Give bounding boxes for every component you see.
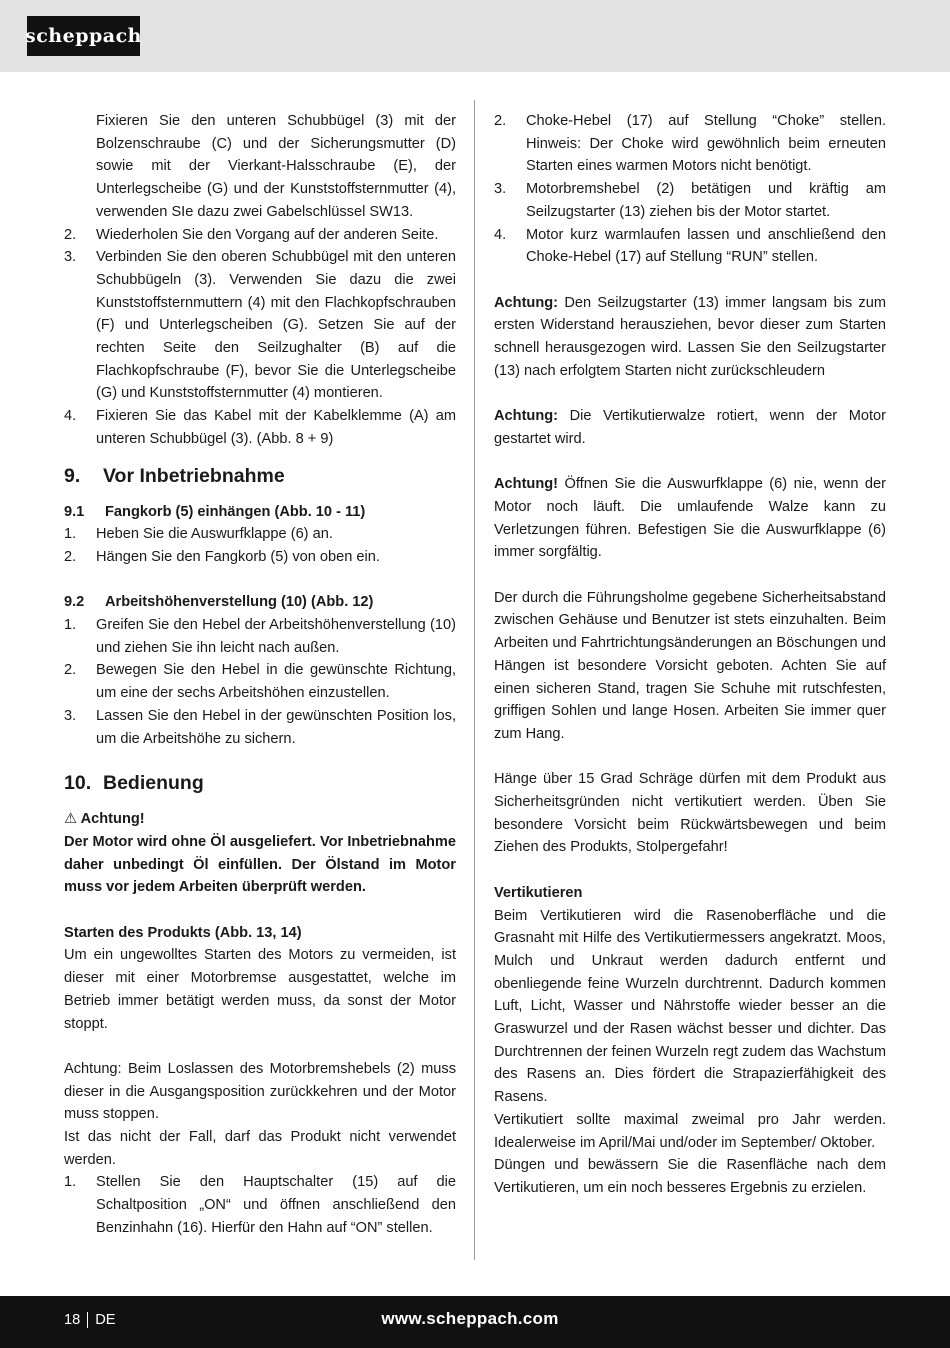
list-item: 2. Choke-Hebel (17) auf Stellung “Choke” stellen. Hinweis: Der Choke wird gewöhnlich beim erneuten Starten eines warmen Motors nicht benötigt. [494, 113, 886, 175]
brand-logo: scheppach [27, 16, 140, 56]
start-paragraph: Um ein ungewolltes Starten des Motors zu vermeiden, ist dieser mit einer Motorbremse ausgestattet, welche im Betrieb immer betätigt werden muss, da sonst der Motor stoppt. [64, 947, 456, 1032]
page-footer [0, 1296, 950, 1348]
vert-paragraph: Düngen und bewässern Sie die Rasenfläche nach dem Vertikutieren, um ein noch besseres Ergebnis zu erzielen. [494, 1157, 886, 1196]
vert-paragraph: Vertikutiert sollte maximal zweimal pro Jahr werden. Idealerweise im April/Mai und/oder im September/ Oktober. [494, 1111, 886, 1151]
list-item: 1. Stellen Sie den Hauptschalter (15) auf die Schaltposition „ON“ und öffnen anschließend den Benzinhahn (16). Hierfür den Hahn auf “ON” stellen. [64, 1174, 456, 1236]
warning-icon: ⚠ [64, 811, 78, 828]
vert-paragraph: Beim Vertikutieren wird die Rasenoberfläche und die Grasnaht mit Hilfe des Vertikutiermessers angekratzt. Moos, Mulch und Unkraut werden dadurch entfernt und obenliegende feine Wurzeln durchtrennt. Dadurch kommen Luft, Licht, Wasser und Nährstoffe wieder besser an die Graswurzel und der Rasen wächst besser und dichter. Das Durchtrennen der feinen Wurzeln regt zudem das Wachstum des Rasens an. Dies fördert die Strapazierfähigkeit des Rasens. [494, 907, 886, 1106]
list-item: 3. Lassen Sie den Hebel in der gewünschten Position los, um die Arbeitshöhe zu sichern. [64, 707, 456, 747]
start-note: Achtung: Beim Loslassen des Motorbremshebels (2) muss dieser in die Ausgangsposition zurückkehren und der Motor muss stoppen. [64, 1060, 456, 1123]
vert-heading: Vertikutieren [494, 884, 583, 901]
intro-paragraph: Fixieren Sie den unteren Schubbügel (3) mit der Bolzenschraube (C) und der Sicherungsmutter (D) sowie mit der Vierkant-Halsschraube (E), der Unterlegscheibe (G) und der Kunststoffsternmutter (4), verwenden SIe dazu zwei Gabelschlüssel SW13. [96, 113, 456, 220]
subsection-heading: 9.1 Fangkorb (5) einhängen (Abb. 10 - 11) [64, 503, 366, 520]
caution-note: Achtung: Die Vertikutierwalze rotiert, wenn der Motor gestartet wird. [494, 408, 887, 447]
start-note-cont: Ist das nicht der Fall, darf das Produkt nicht verwendet werden. [64, 1129, 456, 1168]
section-heading: 9. Vor Inbetriebnahme [64, 464, 285, 487]
website-link: www.scheppach.com [381, 1309, 559, 1328]
column-divider [474, 100, 475, 1260]
list-item: 4. Fixieren Sie das Kabel mit der Kabelklemme (A) am unteren Schubbügel (3). (Abb. 8 + 9) [64, 408, 456, 447]
list-item: 1. Greifen Sie den Hebel der Arbeitshöhenverstellung (10) und ziehen Sie ihn leicht nach außen. [64, 617, 456, 656]
left-column [64, 110, 456, 1240]
list-item: 3. Verbinden Sie den oberen Schubbügel mit den unteren Schubbügeln (3). Verwenden Sie dazu die zwei Kunststoffsternmuttern (4) mit den Flachkopfschrauben (F) und Unterlegscheiben (G). Setzen Sie auf der rechten Seite den Seilzughalter (B) auf die Flachkopfschraube (F), bevor Sie die Unterlegscheibe (G) und Kunststoffsternmutter (4) montieren. [64, 249, 456, 402]
section-heading: 10. Bedienung [64, 772, 204, 795]
slope-paragraph: Hänge über 15 Grad Schräge dürfen mit dem Produkt aus Sicherheitsgründen nicht vertikutiert werden. Üben Sie besondere Vorsicht beim Rückwärtsbewegen und beim Ziehen des Produkts, Stolpergefahr! [494, 771, 886, 856]
warning-text: Der Motor wird ohne Öl ausgeliefert. Vor Inbetriebnahme daher unbedingt Öl einfüllen. Der Ölstand im Motor muss vor jedem Arbeiten überprüft werden. [64, 833, 456, 896]
list-item: 1. Heben Sie die Auswurfklappe (6) an. [64, 526, 333, 543]
start-heading: Starten des Produkts (Abb. 13, 14) [64, 924, 302, 941]
caution-note: Achtung! Öffnen Sie die Auswurfklappe (6) nie, wenn der Motor noch läuft. Die umlaufende Walze kann zu Verletzungen führen. Befestigen Sie die Auswurfklappe (6) immer sorgfältig. [494, 476, 886, 561]
subsection-heading: 9.2 Arbeitshöhenverstellung (10) (Abb. 12) [64, 594, 374, 611]
caution-note: Achtung: Den Seilzugstarter (13) immer langsam bis zum ersten Widerstand herausziehen, bevor dieser zum Starten schnell herausgezogen wird. Lassen Sie den Seilzugstarter (13) nach erfolgtem Starten nicht zurückschleudern [494, 294, 886, 379]
list-item: 4. Motor kurz warmlaufen lassen und anschließend den Choke-Hebel (17) auf Stellung “RUN” stellen. [494, 226, 886, 266]
list-item: 3. Motorbremshebel (2) betätigen und kräftig am Seilzugstarter (13) ziehen bis der Motor startet. [494, 181, 886, 220]
page-number: 18 DE [64, 1312, 116, 1328]
list-item: 2. Hängen Sie den Fangkorb (5) von oben ein. [64, 548, 380, 565]
list-item: 2. Wiederholen Sie den Vorgang auf der anderen Seite. [64, 226, 439, 243]
right-column [494, 110, 886, 1200]
page-header [0, 0, 950, 72]
warning-title: ⚠ Achtung! [64, 811, 145, 828]
safety-paragraph: Der durch die Führungsholme gegebene Sicherheitsabstand zwischen Gehäuse und Benutzer ist stets einzuhalten. Beim Arbeiten und Fahrtrichtungsänderungen an Böschungen und Hängen ist besondere Vorsicht geboten. Achten Sie auf einen sicheren Stand, tragen Sie Schuhe mit rutschfesten, griffigen Sohlen und lange Hosen. Arbeiten Sie immer quer zum Hang. [494, 589, 886, 742]
list-item: 2. Bewegen Sie den Hebel in die gewünschte Richtung, um eine der sechs Arbeitshöhen einzustellen. [64, 662, 456, 702]
